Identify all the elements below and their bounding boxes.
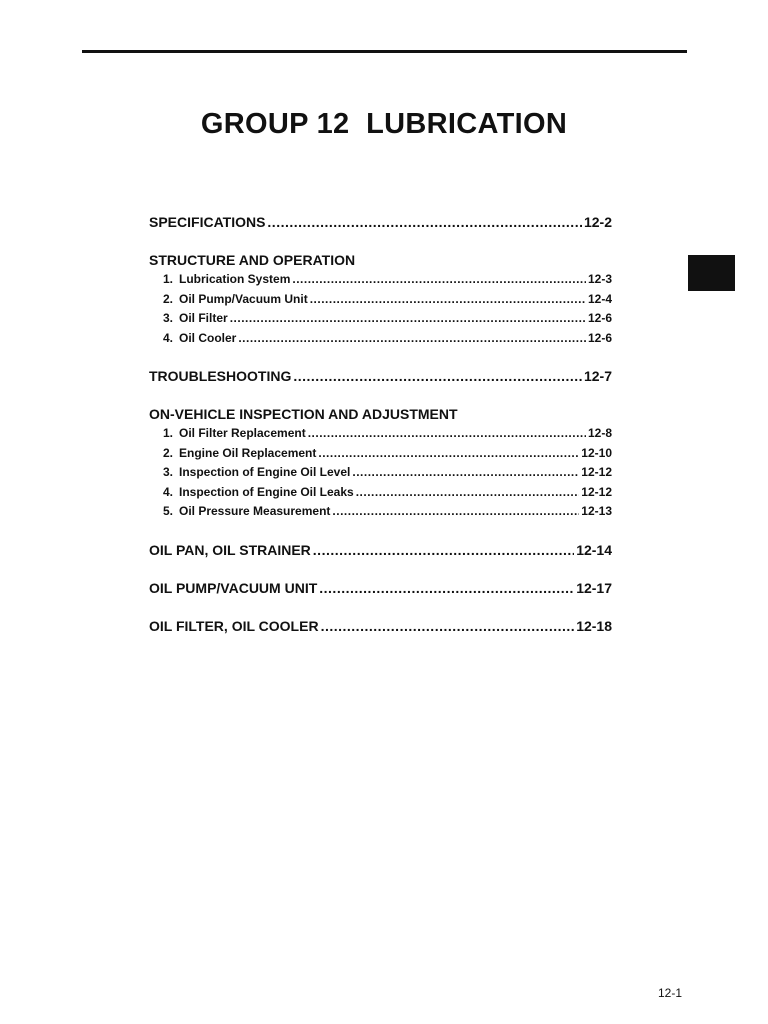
toc-entry-label: OIL PUMP/VACUUM UNIT [149, 579, 318, 596]
dot-leader [321, 616, 575, 636]
toc-entry-page: 12-12 [581, 465, 612, 479]
toc-entry-troubleshooting[interactable] [149, 366, 612, 386]
toc-entry-page: 12-8 [587, 426, 612, 440]
toc-section-oil-pan [149, 540, 612, 560]
toc-entry-label: Engine Oil Replacement [179, 445, 317, 460]
toc-entry-page: 12-14 [576, 541, 612, 558]
toc-entry-engine-oil-replacement[interactable] [149, 444, 612, 464]
toc-section-oil-filter-cooler [149, 616, 612, 636]
dot-leader [292, 270, 586, 290]
dot-leader [308, 424, 586, 444]
dot-leader [310, 290, 586, 310]
toc-entry-oil-filter-oil-cooler[interactable] [149, 616, 612, 636]
toc-item-number: 2. [163, 445, 174, 460]
toc-item-number: 3. [163, 465, 174, 479]
toc-entry-oil-cooler[interactable] [149, 329, 612, 349]
toc-entry-label: OIL FILTER, OIL COOLER [149, 617, 319, 634]
toc-entry-page: 12-7 [583, 368, 612, 384]
toc-section-troubleshooting [149, 366, 612, 386]
toc-entry-page: 12-18 [576, 617, 612, 634]
toc-entry-page: 12-12 [581, 484, 612, 499]
toc-section-inspection [149, 404, 612, 522]
dot-leader [313, 540, 574, 560]
toc-heading-inspection: ON-VEHICLE INSPECTION AND ADJUSTMENT [149, 406, 458, 422]
dot-leader [293, 366, 582, 386]
dot-leader [267, 212, 582, 232]
toc-entry-lubrication-system[interactable] [149, 270, 612, 290]
toc-item-number: 3. [163, 311, 174, 325]
toc-item-number: 2. [163, 291, 174, 306]
toc-entry-label: TROUBLESHOOTING [149, 368, 292, 384]
dot-leader [356, 483, 580, 503]
toc-entry-label: Oil Filter Replacement [179, 426, 306, 440]
toc-entry-oil-filter-replacement[interactable] [149, 424, 612, 444]
dot-leader [332, 502, 579, 522]
toc-entry-oil-pressure-measurement[interactable] [149, 502, 612, 522]
toc-item-number: 1. [163, 426, 174, 440]
section-tab-marker [688, 255, 735, 291]
toc-entry-page: 12-4 [587, 291, 612, 306]
toc-entry-oil-pump-vacuum-unit-major[interactable] [149, 578, 612, 598]
toc-entry-label: Inspection of Engine Oil Level [179, 465, 351, 479]
toc-item-number: 4. [163, 484, 174, 499]
toc-section-oil-pump [149, 578, 612, 598]
toc-entry-label: Oil Filter [179, 311, 228, 325]
toc-item-number: 4. [163, 330, 174, 345]
page-title: GROUP 12 LUBRICATION [200, 108, 568, 140]
top-rule [82, 50, 687, 53]
toc-section-specifications [149, 212, 612, 232]
toc-entry-label: Oil Pump/Vacuum Unit [179, 291, 308, 306]
toc-entry-oil-filter[interactable] [149, 309, 612, 329]
toc-entry-page: 12-17 [576, 579, 612, 596]
toc-entry-page: 12-2 [583, 214, 612, 230]
dot-leader [238, 329, 586, 349]
toc-entry-page: 12-6 [587, 330, 612, 345]
toc-entry-specifications[interactable] [149, 212, 612, 232]
toc-entry-engine-oil-level[interactable] [149, 463, 612, 483]
toc-item-number: 5. [163, 504, 174, 518]
toc-entry-page: 12-10 [581, 445, 612, 460]
dot-leader [230, 309, 586, 329]
dot-leader [319, 578, 574, 598]
table-of-contents [149, 212, 612, 654]
toc-entry-label: Lubrication System [179, 272, 291, 286]
page-number: 12-1 [658, 986, 683, 1000]
toc-item-number: 1. [163, 272, 174, 286]
dot-leader [352, 463, 579, 483]
toc-entry-label: Inspection of Engine Oil Leaks [179, 484, 354, 499]
toc-entry-page: 12-13 [581, 504, 612, 518]
toc-entry-oil-pump-vacuum-unit[interactable] [149, 290, 612, 310]
toc-entry-label: SPECIFICATIONS [149, 214, 266, 230]
toc-entry-page: 12-3 [587, 272, 612, 286]
toc-entry-label: OIL PAN, OIL STRAINER [149, 541, 311, 558]
toc-heading-structure: STRUCTURE AND OPERATION [149, 252, 356, 268]
toc-entry-label: Oil Cooler [179, 330, 237, 345]
toc-entry-page: 12-6 [587, 311, 612, 325]
toc-entry-oil-pan-oil-strainer[interactable] [149, 540, 612, 560]
dot-leader [318, 444, 579, 464]
toc-section-structure [149, 250, 612, 348]
toc-entry-engine-oil-leaks[interactable] [149, 483, 612, 503]
toc-entry-label: Oil Pressure Measurement [179, 504, 331, 518]
